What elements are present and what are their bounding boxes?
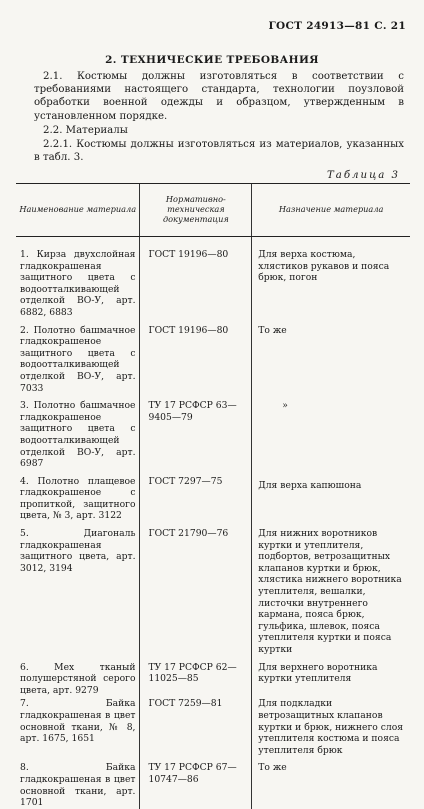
material-name: 7. Байка гладкокрашеная в цвет основной ткани, № 8, арт. 1675, 1651 — [20, 698, 136, 745]
table-row — [16, 470, 410, 522]
material-purpose: Для верха капюшона — [252, 470, 410, 522]
table-row — [16, 656, 410, 697]
header-normative-doc: Нормативно-техническая документация — [140, 184, 252, 237]
material-purpose: То же — [252, 756, 410, 808]
material-purpose: Для верха костюма, хлястиков рукавов и пояса брюк, погон — [252, 237, 410, 319]
table-header-row — [16, 184, 410, 237]
normative-doc: ГОСТ 7259—81 — [140, 696, 252, 756]
material-name: 4. Полотно плащевое гладкокрашеное с пропиткой, защитного цвета, № 3, арт. 3122 — [20, 475, 136, 522]
normative-doc: ГОСТ 7297—75 — [140, 470, 252, 522]
normative-doc: ТУ 17 РСФСР 63—9405—79 — [140, 394, 252, 470]
table-row — [16, 394, 410, 470]
material-name: 1. Кирза двухслойная гладкокрашеная защитного цвета с водоотталкивающей отделкой ВО-У, арт. 6882, 6883 — [20, 249, 136, 318]
normative-doc: ГОСТ 19196—80 — [140, 319, 252, 395]
table-row — [16, 319, 410, 395]
material-purpose: Для подкладки ветрозащитных клапанов куртки и брюк, нижнего слоя утеплителя костюма и пояса утеплителя брюк — [252, 696, 410, 756]
material-name: 2. Полотно башмачное гладкокрашеное защитного цвета с водоотталкивающей отделкой ВО-У, арт. 7033 — [20, 324, 136, 394]
paragraph-2-2-1: 2.2.1. Костюмы должны изготовляться из материалов, указанных в табл. 3. — [34, 139, 404, 164]
material-purpose: То же — [252, 319, 410, 395]
normative-doc: ТУ 17 РСФСР 62—11025—85 — [140, 656, 252, 697]
normative-doc: ТУ 17 РСФСР 67—10747—86 — [140, 756, 252, 808]
section-title: 2. ТЕХНИЧЕСКИЕ ТРЕБОВАНИЯ — [105, 54, 319, 66]
material-name: 6. Мех тканый полушерстяной серого цвета, арт. 9279 — [20, 661, 136, 696]
normative-doc: ГОСТ 21790—76 — [140, 522, 252, 656]
page-header-standard: ГОСТ 24913—81 С. 21 — [268, 20, 406, 32]
material-name: 5. Диагональ гладкокрашеная защитного цвета, арт. 3012, 3194 — [20, 528, 136, 574]
material-purpose: Для нижних воротников куртки и утеплителя, подбортов, ветрозащитных клапанов куртки и брюк, хлястика нижнего воротника утеплителя, вешалки, листочки внутреннего кармана, пояса брюк, гульфика, шлевок, пояса утеплителя куртки и пояса куртки — [252, 522, 410, 656]
table-row — [16, 756, 410, 808]
material-name: 8. Байка гладкокрашеная в цвет основной ткани, арт. 1701 — [20, 762, 136, 809]
table-row — [16, 696, 410, 756]
table-caption: Таблица 3 — [326, 170, 400, 181]
material-purpose: » — [252, 394, 410, 470]
material-name: 3. Полотно башмачное гладкокрашеное защитного цвета с водоотталкивающей отделкой ВО-У, арт. 6987 — [20, 400, 136, 470]
header-material-name: Наименование материала — [16, 184, 140, 237]
materials-table — [16, 183, 410, 809]
paragraph-2-2: 2.2. Материалы — [43, 125, 128, 136]
normative-doc: ГОСТ 19196—80 — [140, 237, 252, 319]
table-row — [16, 237, 410, 319]
paragraph-2-1: 2.1. Костюмы должны изготовляться в соответствии с требованиями настоящего стандарта, технологии поузловой обработки военной одежды и образцом, утвержденным в установленном порядке. — [34, 71, 404, 122]
header-material-purpose: Назначение материала — [252, 184, 410, 237]
table-row — [16, 522, 410, 656]
material-purpose: Для верхнего воротника куртки утеплителя — [252, 656, 410, 697]
